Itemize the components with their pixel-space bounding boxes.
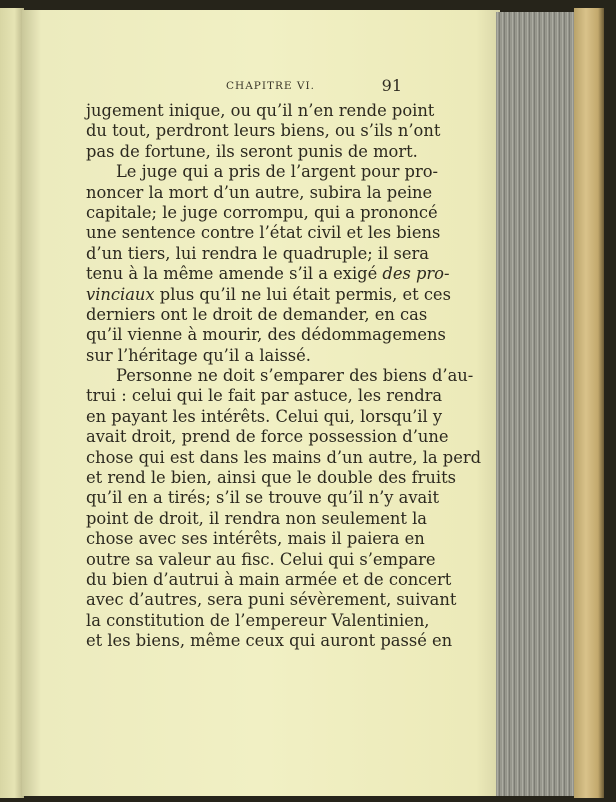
line-text: qu’il vienne à mourir, des dédommagemens	[86, 325, 446, 345]
line-text: et les biens, même ceux qui auront passé en	[86, 631, 453, 651]
text-line	[86, 406, 443, 427]
line-text: Le juge qui a pris de l’argent pour pro-	[116, 162, 439, 182]
line-text: avait droit, prend de force possession d’une	[86, 427, 449, 447]
text-line	[86, 569, 452, 590]
line-text: et rend le bien, ainsi que le double des fruits	[86, 468, 456, 488]
text-line	[86, 243, 430, 264]
text-line	[86, 304, 428, 325]
line-text: une sentence contre l’état civil et les biens	[86, 223, 441, 243]
line-text: tenu à la même amende s’il a exigé	[86, 264, 383, 284]
page-edges	[496, 12, 578, 796]
line-text: plus qu’il ne lui était permis, et ces	[154, 284, 451, 304]
text-line	[86, 182, 433, 203]
line-text: derniers ont le droit de demander, en cas	[86, 304, 428, 324]
body-text	[86, 101, 482, 652]
text-line	[86, 162, 439, 182]
text-line	[86, 264, 450, 284]
text-line	[86, 468, 456, 488]
text-line	[86, 631, 453, 651]
line-text: du tout, perdront leurs biens, ou s’ils n’ont	[86, 121, 441, 141]
running-title: CHAPITRE VI.	[226, 80, 315, 92]
line-text: trui : celui qui le fait par astuce, les rendra	[86, 386, 443, 406]
line-text: chose avec ses intérêts, mais il paiera en	[86, 529, 425, 549]
page-header	[86, 76, 410, 96]
text-line	[86, 223, 441, 243]
text-line	[86, 101, 435, 121]
line-text: point de droit, il rendra non seulement la	[86, 508, 428, 528]
text-line	[86, 447, 482, 468]
facing-page-edge	[0, 8, 24, 798]
line-text: avec d’autres, sera puni sévèrement, suivant	[86, 590, 457, 610]
line-text: Personne ne doit s’emparer des biens d’au-	[116, 366, 474, 386]
line-text: capitale; le juge corrompu, qui a prononcé	[86, 202, 438, 222]
page-number: 91	[381, 76, 402, 95]
line-text: pas de fortune, ils seront punis de mort.	[86, 141, 418, 161]
line-text: noncer la mort d’un autre, subira la peine	[86, 182, 433, 202]
line-text: du bien d’autrui à main armée et de concert	[86, 569, 452, 589]
text-line	[86, 590, 457, 610]
text-line	[86, 325, 446, 345]
line-text: d’un tiers, lui rendra le quadruple; il sera	[86, 243, 430, 263]
line-text: sur l’héritage qu’il a laissé.	[86, 345, 311, 365]
text-line	[86, 610, 430, 631]
book-cover-edge	[574, 8, 604, 798]
italic-text: des pro-	[382, 264, 450, 284]
text-line	[86, 121, 441, 141]
text-line	[86, 141, 418, 162]
text-line	[86, 508, 428, 529]
text-line	[86, 202, 438, 223]
text-line	[86, 549, 436, 570]
line-text: la constitution de l’empereur Valentinien,	[86, 610, 430, 630]
text-line	[86, 386, 443, 406]
text-line	[86, 346, 412, 366]
text-line	[86, 284, 451, 305]
line-text: en payant les intérêts. Celui qui, lorsqu’il y	[86, 406, 443, 426]
line-text: jugement inique, ou qu’il n’en rende point	[86, 101, 435, 120]
text-line	[86, 529, 425, 549]
line-text: qu’il en a tirés; s’il se trouve qu’il n’y avait	[86, 488, 440, 508]
line-text: chose qui est dans les mains d’un autre, la perd	[86, 447, 482, 467]
text-line	[86, 366, 474, 386]
italic-text: vinciaux	[86, 284, 155, 304]
line-text: outre sa valeur au fisc. Celui qui s’empare	[86, 549, 436, 569]
text-line	[86, 427, 449, 447]
text-line	[86, 488, 440, 508]
